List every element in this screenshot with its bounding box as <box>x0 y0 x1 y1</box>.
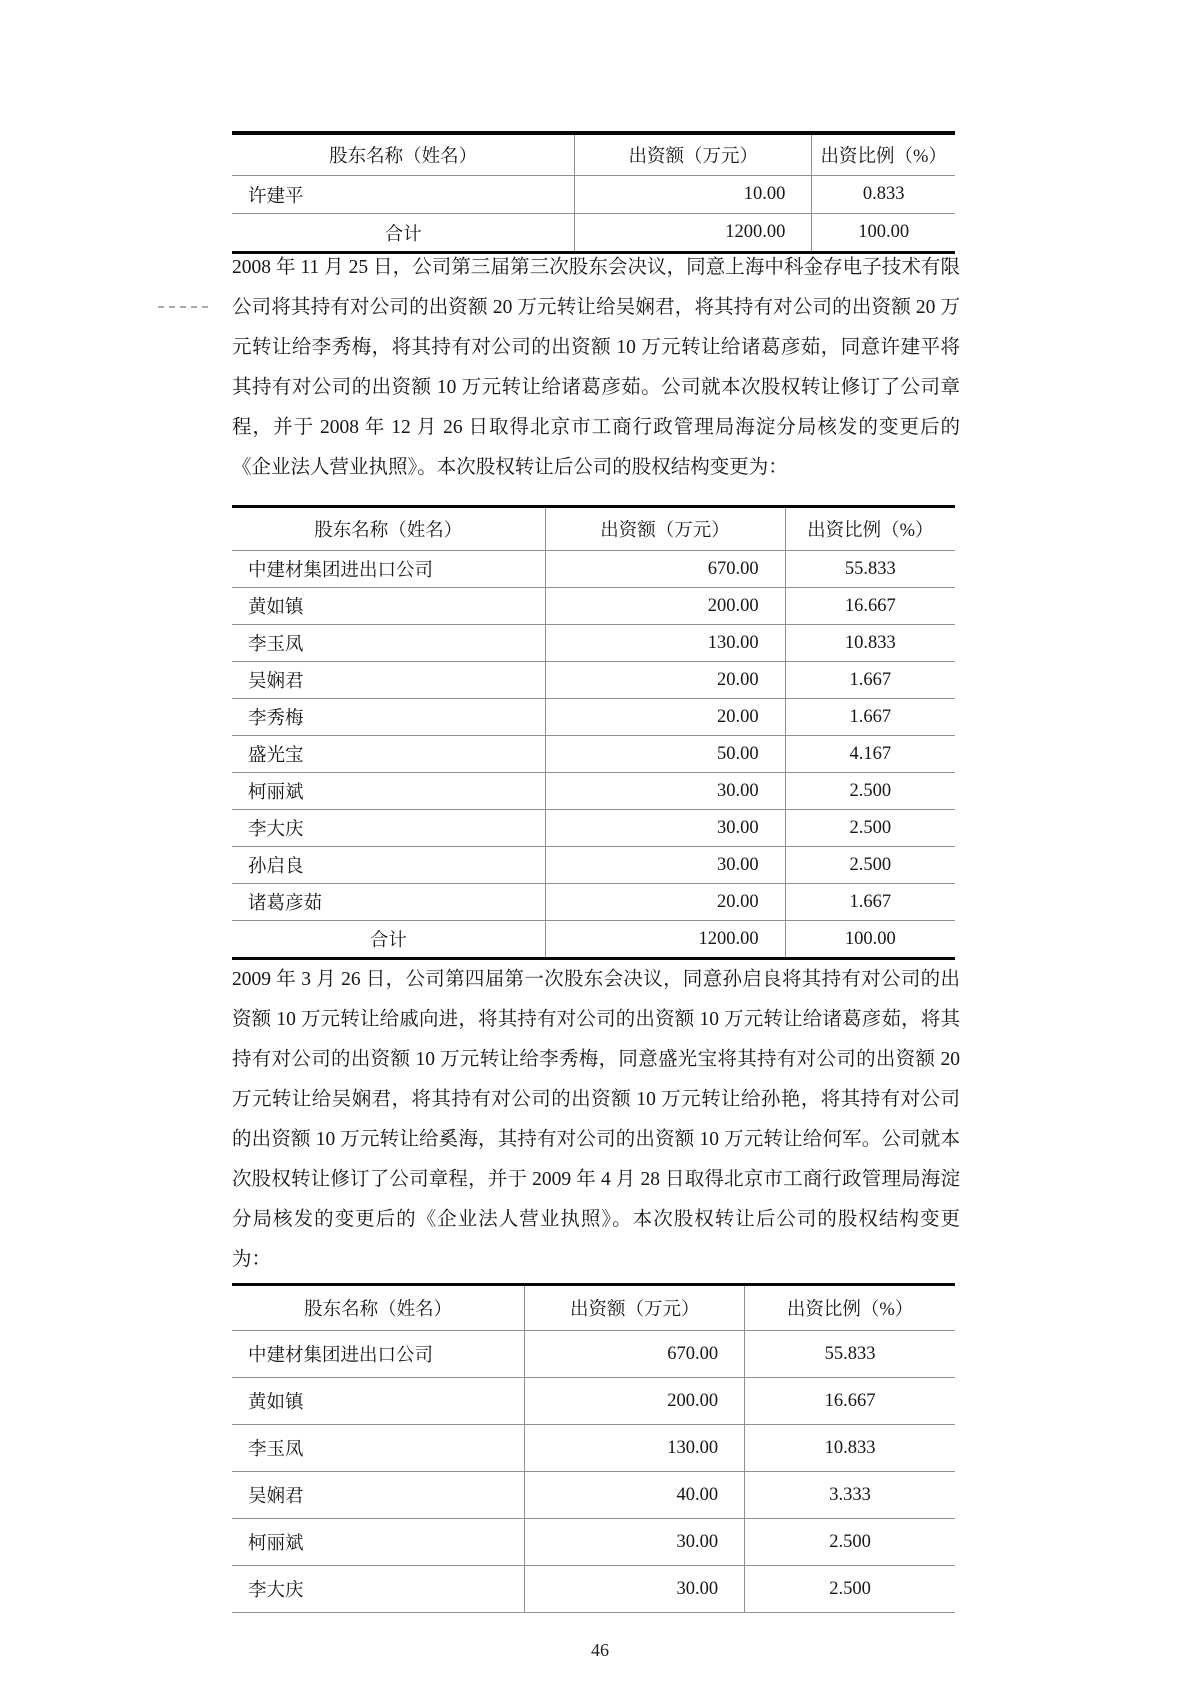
shareholder-name-cell: 中建材集团进出口公司 <box>232 1331 525 1378</box>
ratio-cell: 55.833 <box>785 551 955 588</box>
table-row <box>232 810 955 847</box>
amount-cell: 130.00 <box>525 1425 745 1472</box>
shareholder-name-cell: 盛光宝 <box>232 736 545 773</box>
table-row <box>232 551 955 588</box>
header-cell: 股东名称（姓名） <box>232 507 545 551</box>
paragraph-2009-equity-transfer: 2009 年 3 月 26 日，公司第四届第一次股东会决议，同意孙启良将其持有对公司的出资额 10 万元转让给戚向进，将其持有对公司的出资额 10 万元转让给诸葛彦茹，将其持有对公司的出资额 10 万元转让给李秀梅，同意盛光宝将其持有对公司的出资额 20 万元转让给吴娴君，将其持有对公司的出资额 10 万元转让给孙艳，将其持有对公司的出资额 10 万元转让给奚海，其持有对公司的出资额 10 万元转让给何军。公司就本次股权转让修订了公司章程，并于 2009 年 4 月 28 日取得北京市工商行政管理局海淀分局核发的变更后的《企业法人营业执照》。本次股权转让后公司的股权结构变更为： <box>232 969 960 1270</box>
table-row <box>232 1425 955 1472</box>
shareholder-name-cell: 黄如镇 <box>232 1378 525 1425</box>
header-cell: 出资比例（%） <box>812 133 955 176</box>
table-row <box>232 773 955 810</box>
table-header-row <box>232 133 955 176</box>
shareholder-name-cell: 李玉凤 <box>232 1425 525 1472</box>
table-row <box>232 662 955 699</box>
table-header-row <box>232 507 955 551</box>
amount-cell: 200.00 <box>525 1378 745 1425</box>
table-row <box>232 847 955 884</box>
table-row <box>232 699 955 736</box>
amount-cell: 200.00 <box>545 588 785 625</box>
amount-cell: 30.00 <box>545 847 785 884</box>
header-cell: 出资额（万元） <box>575 133 812 176</box>
shareholder-name-cell: 合计 <box>232 921 545 959</box>
ratio-cell: 0.833 <box>812 176 955 214</box>
shareholder-name-cell: 李秀梅 <box>232 699 545 736</box>
amount-cell: 30.00 <box>525 1566 745 1613</box>
table-row <box>232 588 955 625</box>
paragraph-2008-equity-transfer: 2008 年 11 月 25 日，公司第三届第三次股东会决议，同意上海中科金存电子技术有限公司将其持有对公司的出资额 20 万元转让给吴娴君，将其持有对公司的出资额 20 万元转让给李秀梅，将其持有对公司的出资额 10 万元转让给诸葛彦茹，同意许建平将其持有对公司的出资额 10 万元转让给诸葛彦茹。公司就本次股权转让修订了公司章程，并于 2008 年 12 月 26 日取得北京市工商行政管理局海淀分局核发的变更后的《企业法人营业执照》。本次股权转让后公司的股权结构变更为： <box>232 257 960 478</box>
table-header-row <box>232 1285 955 1331</box>
header-cell: 出资比例（%） <box>745 1285 955 1331</box>
amount-cell: 670.00 <box>545 551 785 588</box>
shareholder-name-cell: 合计 <box>232 214 575 253</box>
ratio-cell: 3.333 <box>745 1472 955 1519</box>
amount-cell: 130.00 <box>545 625 785 662</box>
ratio-cell: 16.667 <box>745 1378 955 1425</box>
ratio-cell: 2.500 <box>785 810 955 847</box>
table-total-row <box>232 214 955 253</box>
amount-cell: 1200.00 <box>575 214 812 253</box>
ratio-cell: 4.167 <box>785 736 955 773</box>
header-cell: 股东名称（姓名） <box>232 133 575 176</box>
amount-cell: 20.00 <box>545 699 785 736</box>
shareholder-name-cell: 柯丽斌 <box>232 1519 525 1566</box>
margin-dash-mark <box>158 306 208 308</box>
ratio-cell: 2.500 <box>785 773 955 810</box>
ratio-cell: 2.500 <box>785 847 955 884</box>
amount-cell: 10.00 <box>575 176 812 214</box>
shareholder-name-cell: 李大庆 <box>232 810 545 847</box>
header-cell: 出资额（万元） <box>545 507 785 551</box>
shareholder-table-3 <box>232 1283 955 1613</box>
ratio-cell: 55.833 <box>745 1331 955 1378</box>
shareholder-name-cell: 中建材集团进出口公司 <box>232 551 545 588</box>
shareholder-name-cell: 诸葛彦茹 <box>232 884 545 921</box>
amount-cell: 40.00 <box>525 1472 745 1519</box>
header-cell: 股东名称（姓名） <box>232 1285 525 1331</box>
ratio-cell: 100.00 <box>812 214 955 253</box>
table-row <box>232 1566 955 1613</box>
table-row <box>232 736 955 773</box>
header-cell: 出资额（万元） <box>525 1285 745 1331</box>
ratio-cell: 1.667 <box>785 884 955 921</box>
shareholder-name-cell: 李大庆 <box>232 1566 525 1613</box>
amount-cell: 670.00 <box>525 1331 745 1378</box>
ratio-cell: 1.667 <box>785 699 955 736</box>
amount-cell: 20.00 <box>545 662 785 699</box>
table-total-row <box>232 921 955 959</box>
amount-cell: 1200.00 <box>545 921 785 959</box>
table-row <box>232 1378 955 1425</box>
table-row <box>232 625 955 662</box>
shareholder-name-cell: 柯丽斌 <box>232 773 545 810</box>
ratio-cell: 100.00 <box>785 921 955 959</box>
shareholder-name-cell: 黄如镇 <box>232 588 545 625</box>
header-cell: 出资比例（%） <box>785 507 955 551</box>
amount-cell: 20.00 <box>545 884 785 921</box>
shareholder-name-cell: 孙启良 <box>232 847 545 884</box>
table-row <box>232 1472 955 1519</box>
shareholder-table-2 <box>232 505 955 960</box>
table-row <box>232 1519 955 1566</box>
shareholder-table-1 <box>232 131 955 254</box>
table-row <box>232 176 955 214</box>
amount-cell: 30.00 <box>545 810 785 847</box>
amount-cell: 30.00 <box>525 1519 745 1566</box>
shareholder-name-cell: 吴娴君 <box>232 1472 525 1519</box>
ratio-cell: 10.833 <box>785 625 955 662</box>
table-row <box>232 1331 955 1378</box>
table-row <box>232 884 955 921</box>
amount-cell: 30.00 <box>545 773 785 810</box>
ratio-cell: 10.833 <box>745 1425 955 1472</box>
ratio-cell: 16.667 <box>785 588 955 625</box>
shareholder-name-cell: 许建平 <box>232 176 575 214</box>
ratio-cell: 2.500 <box>745 1519 955 1566</box>
ratio-cell: 1.667 <box>785 662 955 699</box>
page-number: 46 <box>591 1640 609 1660</box>
shareholder-name-cell: 李玉凤 <box>232 625 545 662</box>
ratio-cell: 2.500 <box>745 1566 955 1613</box>
shareholder-name-cell: 吴娴君 <box>232 662 545 699</box>
amount-cell: 50.00 <box>545 736 785 773</box>
